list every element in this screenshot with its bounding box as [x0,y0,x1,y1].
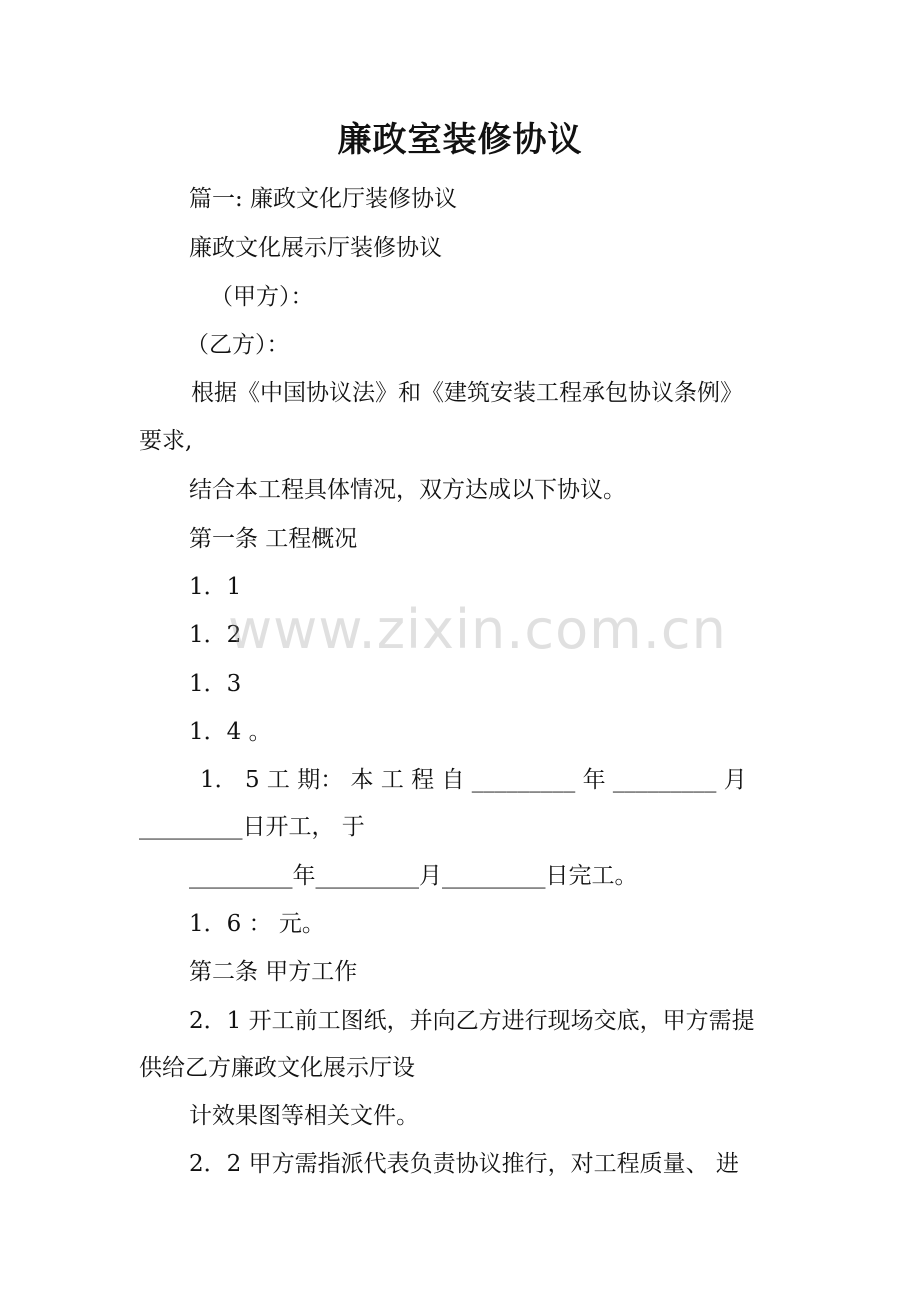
item-2-2: 2．2 甲方需指派代表负责协议推行，对工程质量、 进 [189,1151,739,1177]
paragraph-basis: 根据《中国协议法》和《建筑安装工程承包协议条例》 [191,380,743,406]
item-1-2: 1．2 [189,622,242,648]
item-2-1-cont: 供给乙方廉政文化展示厅设 [139,1055,415,1081]
item-1-3: 1．3 [189,671,242,697]
watermark: www.zixin.com.cn [228,598,727,661]
item-1-4: 1．4 。 [189,719,272,745]
item-2-1-end: 计效果图等相关文件。 [189,1103,419,1129]
party-b: （乙方）： [186,332,290,358]
item-1-5-cont: _________日开工， 于 [139,814,365,840]
paragraph-basis-cont: 要求, [139,428,193,454]
item-1-5: 1． 5 工 期： 本 工 程 自 _________ 年 _________ 月 [200,767,747,793]
section-heading-1: 篇一: 廉政文化厅装修协议 [189,186,458,212]
item-2-1: 2．1 开工前工图纸，并向乙方进行现场交底，甲方需提 [189,1008,755,1034]
article-2-heading: 第二条 甲方工作 [189,959,358,985]
paragraph-agreement: 结合本工程具体情况，双方达成以下协议。 [189,477,626,503]
subtitle: 廉政文化展示厅装修协议 [189,235,442,261]
item-1-6: 1．6 ： 元。 [189,911,325,937]
document-title: 廉政室装修协议 [337,120,583,160]
party-a: （甲方）： [210,284,314,310]
item-1-1: 1．1 [189,574,242,600]
article-1-heading: 第一条 工程概况 [189,526,358,552]
item-1-5-end: _________年_________月_________日完工。 [189,863,638,889]
